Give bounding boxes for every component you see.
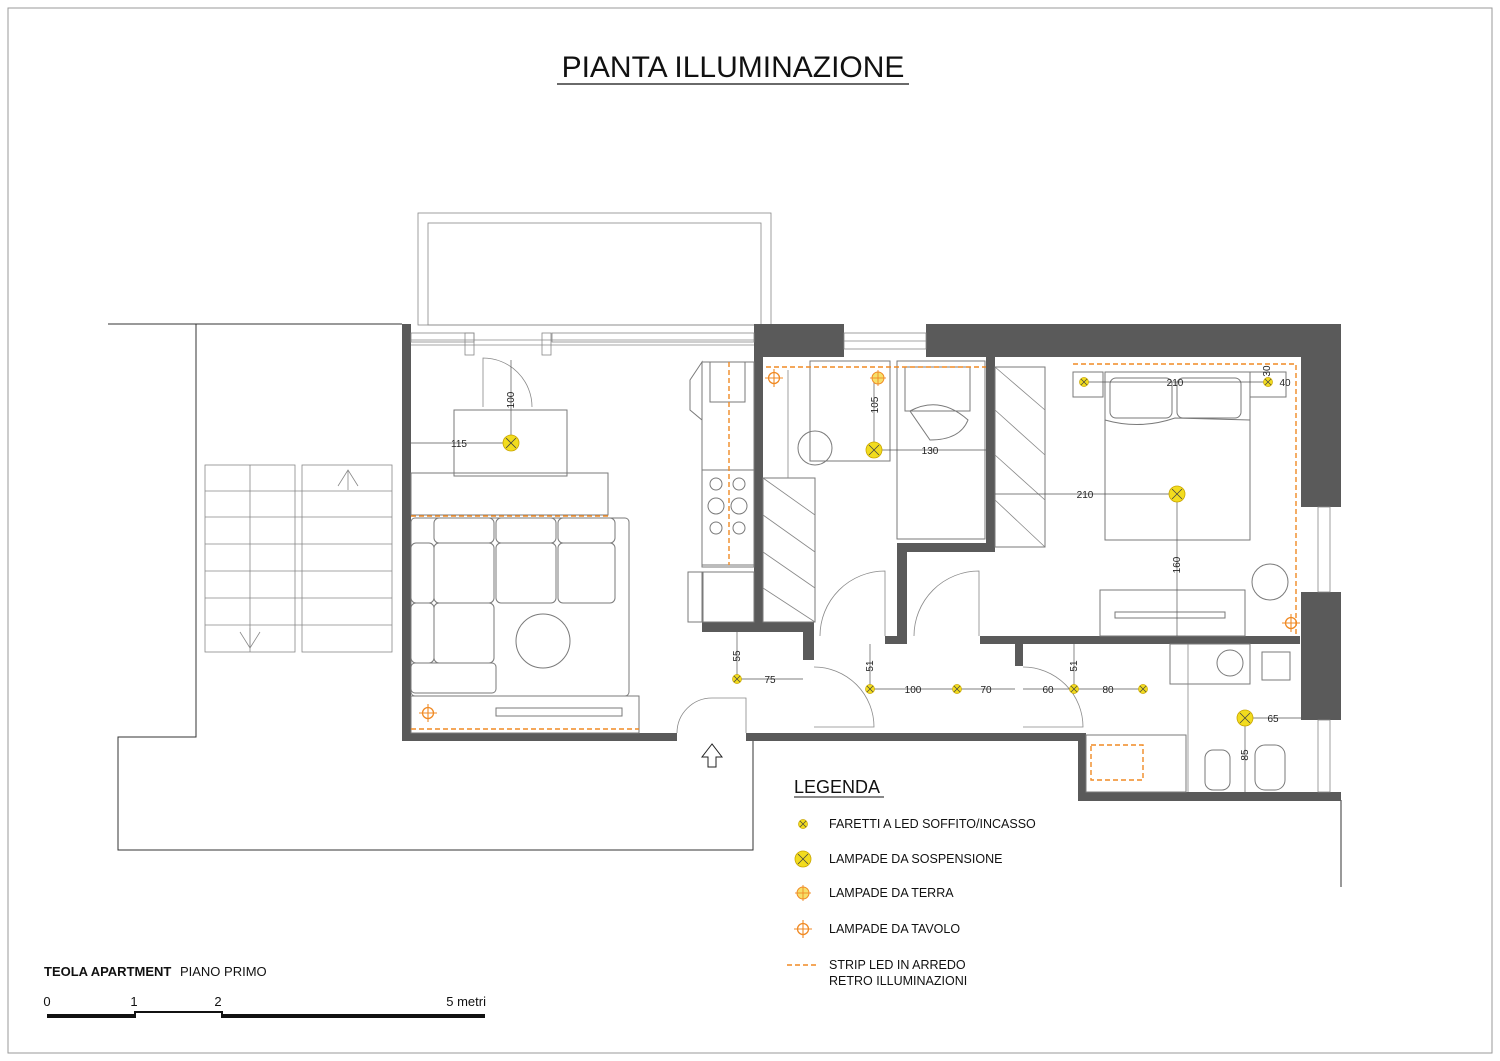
shower: [1086, 735, 1186, 792]
light-fixtures: [419, 369, 1300, 726]
ceiling-spot-nightstand-right: [1264, 378, 1273, 387]
title-block: [43, 964, 486, 1018]
dim-40: 40: [1279, 378, 1291, 389]
dim-51-bath: 51: [1069, 660, 1080, 672]
ceiling-spot-hall-1: [866, 685, 875, 694]
scale-bar: [43, 994, 486, 1018]
legend-title: LEGENDA: [794, 777, 881, 797]
dim-115: 115: [451, 439, 467, 450]
dim-210-closet: 210: [1076, 490, 1094, 501]
dim-51-hall: 51: [865, 660, 876, 672]
pendant-lamp-bedroom-master: [1169, 486, 1185, 502]
coffee-table: [516, 614, 570, 668]
staircase: [205, 465, 392, 652]
scale-tick-0: 0: [43, 994, 51, 1009]
sheet-border: [8, 8, 1492, 1053]
dim-130: 130: [921, 446, 939, 457]
pendant-lamp-dining: [503, 435, 519, 451]
legend-item-table-lamp: LAMPADE DA TAVOLO: [829, 922, 961, 936]
ceiling-spot-nightstand-left: [1080, 378, 1089, 387]
bidet: [1205, 750, 1230, 790]
dim-70: 70: [980, 685, 992, 696]
dim-210-bed: 210: [1166, 378, 1184, 389]
ceiling-spot-hall-2: [953, 685, 962, 694]
table-lamp-bedroom-small: [765, 369, 783, 387]
dim-55: 55: [732, 650, 743, 662]
desk-chair: [798, 431, 832, 465]
pendant-lamp-bedroom-small: [866, 442, 882, 458]
dim-100-hall: 100: [904, 685, 922, 696]
balcony: [418, 213, 771, 325]
tv-unit: [496, 708, 622, 716]
legend-item-led-strip: STRIP LED IN ARREDO: [829, 958, 966, 972]
dim-100-living: 100: [506, 391, 517, 409]
kitchen: [688, 362, 754, 622]
dim-65: 65: [1267, 714, 1279, 725]
plan-title: PIANTA ILLUMINAZIONE: [561, 51, 905, 84]
legend-item-led-strip-line2: RETRO ILLUMINAZIONI: [829, 974, 968, 988]
svg-text:TEOLA APARTMENT PIANO PR: [44, 964, 267, 979]
project-name: TEOLA APARTMENT: [44, 964, 172, 979]
ceiling-led-spot-icon: [799, 820, 808, 829]
scale-tick-2: 2: [214, 994, 222, 1009]
dim-30: 30: [1262, 365, 1273, 377]
pendant-lamp-icon: [795, 851, 811, 867]
floor-lamp-icon: [795, 885, 811, 901]
chair: [1252, 564, 1288, 600]
sink-unit: [1170, 644, 1250, 684]
dim-80: 80: [1102, 685, 1114, 696]
table-lamp-icon: [794, 920, 812, 938]
scale-end-label: 5 metri: [446, 994, 486, 1009]
legend-item-pendant: LAMPADE DA SOSPENSIONE: [829, 852, 1003, 866]
scale-tick-1: 1: [130, 994, 138, 1009]
desk: [1100, 590, 1245, 636]
bedroom-master: [995, 367, 1288, 636]
sideboard: [411, 473, 608, 515]
exterior-area: [108, 213, 1341, 887]
legend-item-floor-lamp: LAMPADE DA TERRA: [829, 886, 954, 900]
ceiling-spot-hall-3: [1070, 685, 1079, 694]
entrance-arrow-icon: [702, 744, 722, 767]
project-floor: PIANO PRIMO: [179, 964, 267, 979]
dim-85: 85: [1240, 749, 1251, 761]
led-strips: [411, 362, 1296, 780]
dim-60: 60: [1042, 685, 1054, 696]
floor-lamp-bedroom-small: [870, 370, 886, 386]
legend: [787, 777, 1036, 988]
toilet: [1255, 745, 1285, 790]
ceiling-spot-bathroom: [1237, 710, 1253, 726]
ceiling-spot-hall-4: [1139, 685, 1148, 694]
ceiling-spot-entrance: [733, 675, 742, 684]
legend-item-ceiling-spot: FARETTI A LED SOFFITO/INCASSO: [829, 817, 1036, 831]
table-lamp-living: [419, 704, 437, 722]
dim-75: 75: [764, 675, 776, 686]
sofa: [411, 518, 629, 696]
living-room: [411, 362, 754, 733]
dim-105: 105: [870, 396, 881, 414]
dim-160: 160: [1172, 556, 1183, 574]
table-lamp-master-desk: [1282, 614, 1300, 632]
